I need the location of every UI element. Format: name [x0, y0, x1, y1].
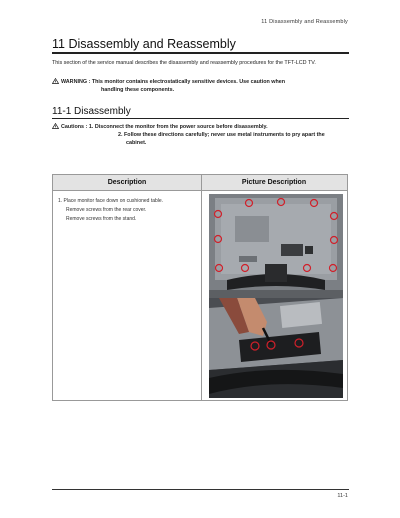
cautions-block — [52, 123, 349, 147]
procedure-table — [52, 174, 348, 401]
section-title: 11-1 Disassembly — [52, 106, 131, 117]
step-1-line-1: 1. Place monitor face down on cushioned table. — [58, 198, 164, 204]
step-1-description — [58, 197, 196, 224]
rear-cover-photo — [209, 194, 343, 298]
warning-line-2: handling these components. — [101, 87, 175, 93]
caution-line-1: Cautions : 1. Disconnect the monitor from the power source before disassembly. — [61, 124, 268, 130]
page-number: 11-1 — [337, 493, 348, 499]
warning-line-1: WARNING : This monitor contains electrostatically sensitive devices. Use caution when — [61, 79, 286, 85]
column-header-picture: Picture Description — [241, 179, 307, 186]
running-header: 11 Disassembly and Reassembly — [261, 19, 348, 25]
step-1-line-3: Remove screws from the stand. — [66, 216, 137, 222]
footer-rule — [52, 489, 349, 490]
warning-triangle-icon — [52, 78, 59, 84]
caution-triangle-icon — [52, 123, 59, 129]
intro-paragraph: This section of the service manual describes the disassembly and reassembly procedures for the TFT-LCD TV. — [52, 60, 316, 66]
chapter-title: 11 Disassembly and Reassembly — [52, 37, 236, 51]
table-header — [53, 175, 347, 191]
section-title-rule — [52, 118, 349, 119]
column-header-description: Description — [107, 179, 147, 186]
chapter-title-rule — [52, 52, 349, 54]
stand-removal-photo — [209, 298, 343, 398]
column-divider — [201, 175, 202, 400]
warning-block — [52, 78, 349, 94]
caution-line-3: cabinet. — [126, 140, 147, 146]
caution-line-2: 2. Follow these directions carefully; never use metal instruments to pry apart the — [118, 132, 325, 138]
step-1-line-2: Remove screws from the rear cover. — [66, 207, 147, 213]
